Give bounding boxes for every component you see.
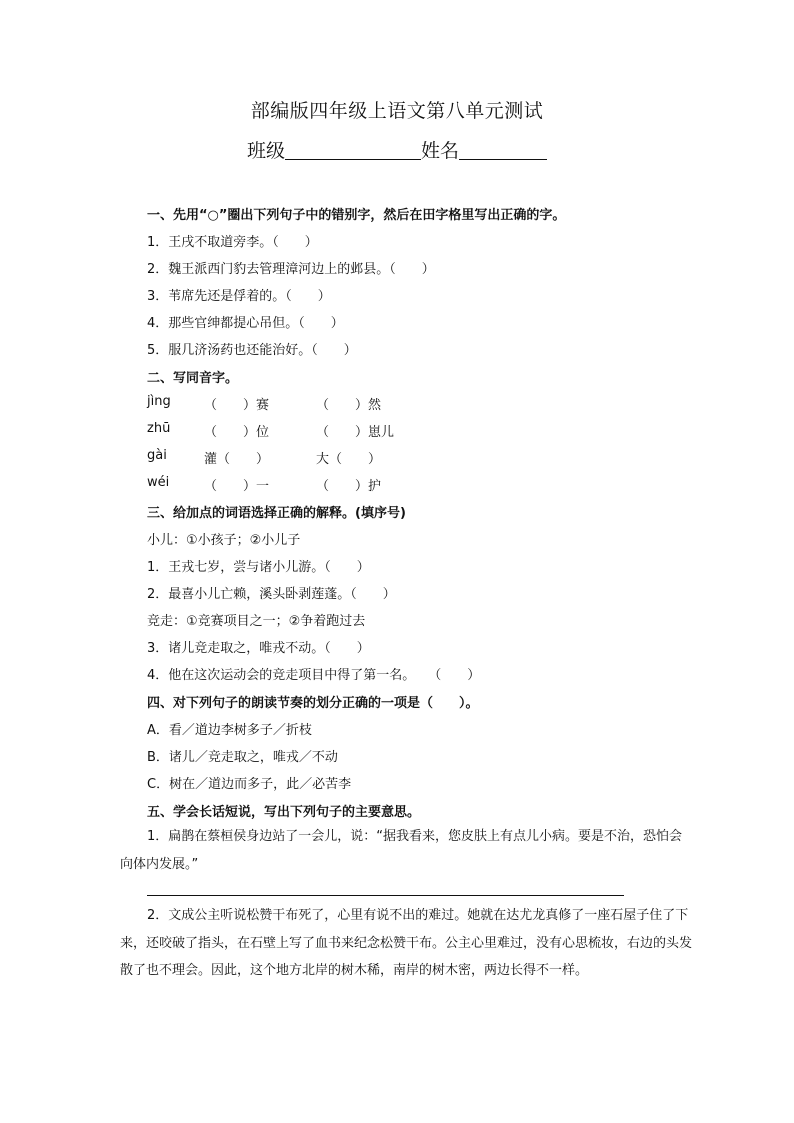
section2-heading: 二、写同音字。 — [147, 371, 239, 386]
s3-question: 1．王戎七岁，尝与诸小儿游。（ ） — [147, 560, 370, 575]
pinyin-label: gài — [147, 448, 167, 463]
s4-option: B．诸儿／竞走取之，唯戎／不动 — [147, 750, 338, 765]
class-name-line — [0, 136, 794, 163]
definition-line: 小儿：①小孩子；②小儿子 — [147, 533, 301, 548]
s3-question: 3．诸儿竞走取之，唯戎不动。（ ） — [147, 641, 370, 656]
homophone-blank: （ ）崽儿 — [316, 425, 395, 440]
homophone-blank: （ ）一 — [204, 479, 270, 494]
homophone-blank: （ ）然 — [316, 398, 382, 413]
pinyin-label: wéi — [147, 475, 170, 490]
section5-heading: 五、学会长话短说，写出下列句子的主要意思。 — [147, 805, 421, 820]
answer-line[interactable] — [147, 895, 624, 896]
name-label: 姓名 — [421, 140, 460, 162]
section1-heading: 一、先用“○”圈出下列句子中的错别字，然后在田字格里写出正确的字。 — [147, 208, 566, 223]
class-blank[interactable] — [285, 139, 421, 160]
s4-option: A．看／道边李树多子／折枝 — [147, 723, 312, 738]
homophone-blank: 灌（ ） — [204, 452, 270, 467]
s1-item: 1．王戌不取道旁李。（ ） — [147, 235, 318, 250]
class-label: 班级 — [246, 140, 285, 162]
s5-passage-2: 2．文成公主听说松赞干布死了，心里有说不出的难过。她就在达尤龙真修了一座石屋子住了下来，还咬破了指头，在石壁上写了血书来纪念松赞干布。公主心里难过，没有心思梳妆，右边的头发散了也不理会。因此，这个地方北岸的树木稀，南岸的树木密，两边长得不一样。 — [120, 908, 693, 978]
pinyin-label: jìng — [147, 394, 171, 409]
s3-question: 2．最喜小儿亡赖，溪头卧剥莲蓬。（ ） — [147, 587, 396, 602]
section3-heading: 三、给加点的词语选择正确的解释。(填序号) — [147, 506, 406, 521]
s5-passage-1: 1．扁鹊在蔡桓侯身边站了一会儿，说：“据我看来，您皮肤上有点儿小病。要是不治，恐怕会向体内发展。” — [120, 829, 683, 872]
homophone-blank: 大（ ） — [316, 452, 382, 467]
pinyin-label: zhū — [147, 421, 171, 436]
s1-item: 5．服几济汤药也还能治好。（ ） — [147, 343, 357, 358]
s1-item: 4．那些官绅都提心吊但。（ ） — [147, 316, 344, 331]
s4-option: C．树在／道边而多子，此／必苦李 — [147, 777, 352, 792]
page-title: 部编版四年级上语文第八单元测试 — [250, 100, 544, 122]
s1-item: 3．苇席先还是俘着的。（ ） — [147, 289, 331, 304]
s3-question: 4．他在这次运动会的竞走项目中得了第一名。 （ ） — [147, 668, 481, 683]
homophone-blank: （ ）赛 — [204, 398, 270, 413]
s1-item: 2．魏王派西门豹去管理漳河边上的邺县。（ ） — [147, 262, 435, 277]
homophone-blank: （ ）护 — [316, 479, 382, 494]
definition-line: 竞走：①竞赛项目之一；②争着跑过去 — [147, 614, 366, 629]
homophone-blank: （ ）位 — [204, 425, 270, 440]
section4-heading: 四、对下列句子的朗读节奏的划分正确的一项是（ ）。 — [147, 696, 479, 711]
name-blank[interactable] — [459, 139, 547, 160]
